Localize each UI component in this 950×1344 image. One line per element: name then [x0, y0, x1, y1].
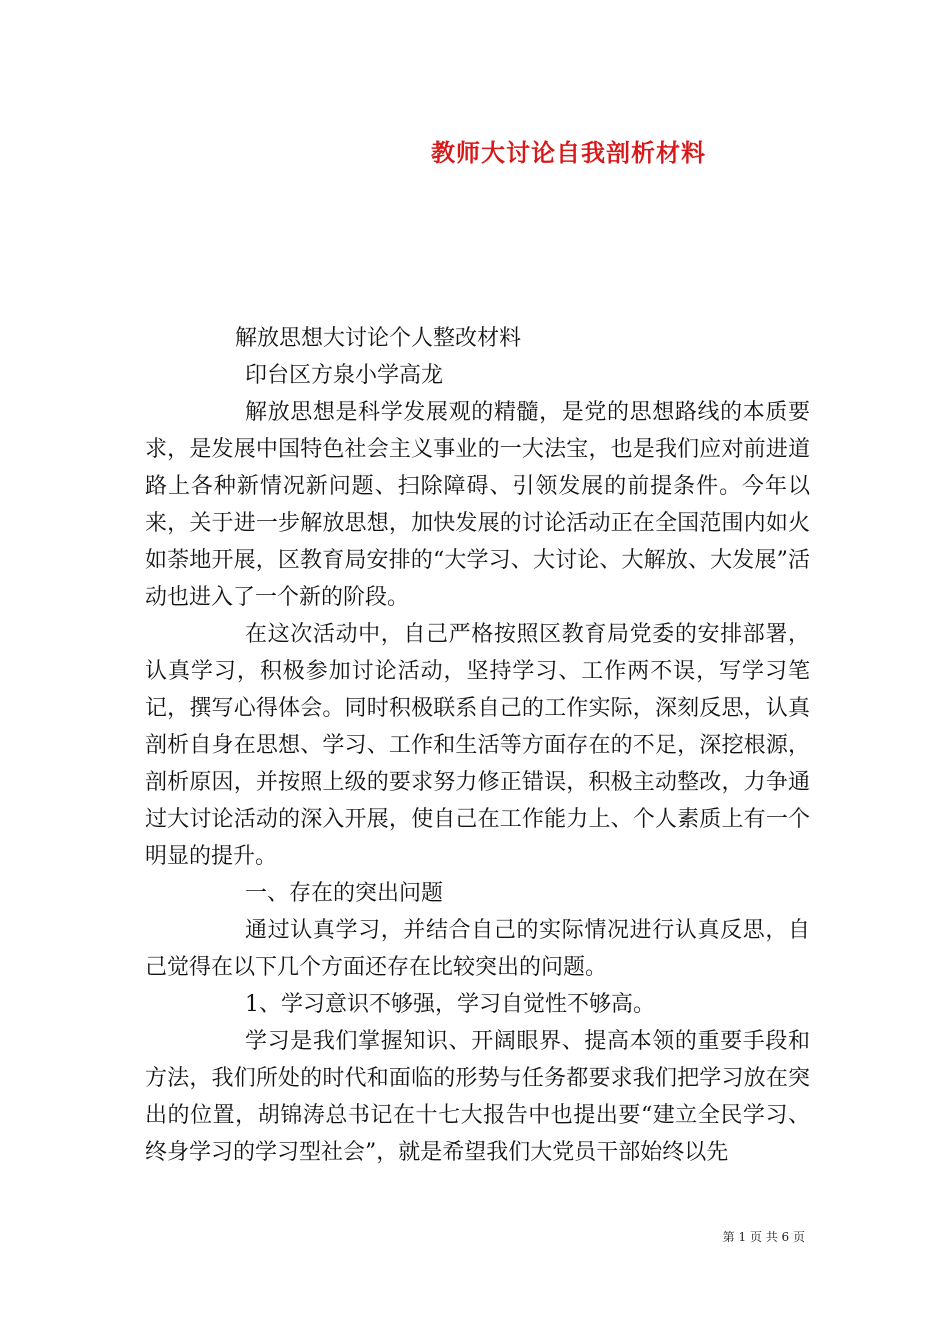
document-subtitle: 解放思想大讨论个人整改材料 — [235, 326, 522, 351]
subsection-heading: 1、学习意识不够强，学习自觉性不够高。 — [245, 992, 655, 1017]
paragraph: 在这次活动中，自己严格按照区教育局党委的安排部署，认真学习，积极参加讨论活动，坚持学习、工作两不误，写学习笔记，撰写心得体会。同时积极联系自己的工作实际，深刻反思，认真剖析自身在思想、学习、工作和生活等方面存在的不足，深挖根源，剖析原因，并按照上级的要求努力修正错误，积极主动整改，力争通过大讨论活动的深入开展，使自己在工作能力上、个人素质上有一个明显的提升。 — [145, 622, 810, 869]
paragraph: 学习是我们掌握知识、开阔眼界、提高本领的重要手段和方法，我们所处的时代和面临的形势与任务都要求我们把学习放在突出的位置，胡锦涛总书记在十七大报告中也提出要“建立全民学习、终身学习的学习型社会”，就是希望我们大党员干部始终以先 — [145, 1029, 810, 1165]
document-body — [145, 320, 810, 1171]
section-heading: 一、存在的突出问题 — [245, 881, 444, 906]
document-title: 教师大讨论自我剖析材料 — [431, 138, 706, 167]
paragraph: 解放思想是科学发展观的精髓，是党的思想路线的本质要求，是发展中国特色社会主义事业的一大法宝，也是我们应对前进道路上各种新情况新问题、扫除障碍、引领发展的前提条件。今年以来，关于进一步解放思想，加快发展的讨论活动正在全国范围内如火如荼地开展，区教育局安排的“大学习、大讨论、大解放、大发展”活动也进入了一个新的阶段。 — [145, 400, 810, 610]
page-footer: 第 1 页 共 6 页 — [722, 1230, 805, 1244]
paragraph: 通过认真学习，并结合自己的实际情况进行认真反思，自己觉得在以下几个方面还存在比较突出的问题。 — [145, 918, 810, 980]
author-line: 印台区方泉小学高龙 — [245, 363, 444, 388]
